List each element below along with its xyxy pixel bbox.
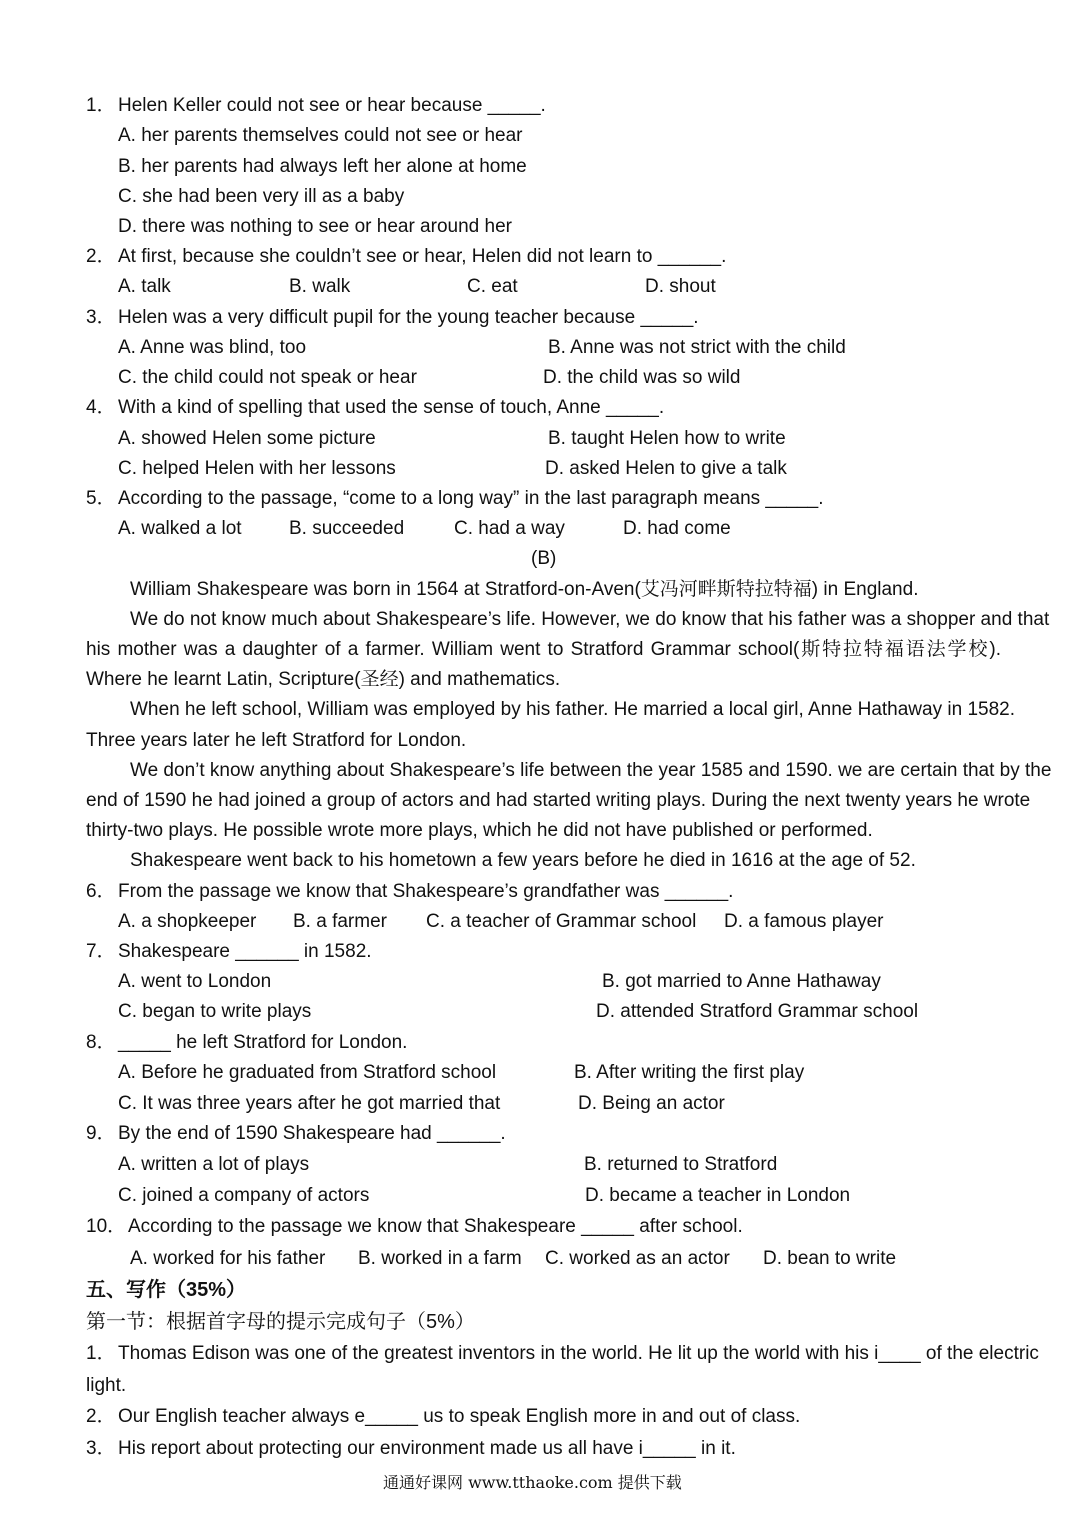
passage-line: end of 1590 he had joined a group of actors and had started writing plays. During the next twenty years he wrote [86, 790, 1031, 811]
option-a: A. a shopkeeper [118, 911, 257, 932]
passage-heading: (B) [531, 548, 557, 569]
option-a: A. Before he graduated from Stratford school [118, 1062, 497, 1083]
option-b: B. a farmer [293, 911, 387, 932]
option-d: D. bean to write [763, 1248, 897, 1269]
passage-paragraph: When he left school, William was employed by his father. He married a local girl, Anne Hathaway in 1582. [130, 699, 1015, 720]
question-stem: According to the passage we know that Shakespeare _____ after school. [128, 1216, 743, 1237]
option-c: C. worked as an actor [545, 1248, 730, 1269]
option-b: B. succeeded [289, 518, 405, 539]
item-number: 1． [86, 1343, 116, 1364]
question-number: 9． [86, 1123, 116, 1144]
passage-line: his mother was a daughter of a farmer. William went to Stratford Grammar school(斯特拉特福语法学校). [86, 639, 1001, 660]
question-number: 1． [86, 95, 116, 116]
passage-paragraph: William Shakespeare was born in 1564 at Stratford-on-Aven(艾冯河畔斯特拉特福) in England. [130, 579, 919, 600]
option-c: C. eat [467, 276, 518, 297]
passage-paragraph: Shakespeare went back to his hometown a few years before he died in 1616 at the age of 52. [130, 850, 916, 871]
option-b: B. got married to Anne Hathaway [602, 971, 881, 992]
item-text: Our English teacher always e_____ us to speak English more in and out of class. [118, 1406, 801, 1427]
question-stem: According to the passage, “come to a long way” in the last paragraph means _____. [118, 488, 824, 509]
option-d: D. the child was so wild [543, 367, 741, 388]
option-d: D. shout [645, 276, 716, 297]
option-b: B. worked in a farm [358, 1248, 522, 1269]
option-d: D. asked Helen to give a talk [545, 458, 787, 479]
option-c: C. helped Helen with her lessons [118, 458, 396, 479]
section-subtitle: 第一节：根据首字母的提示完成句子（5%） [86, 1311, 475, 1333]
option-d: D. Being an actor [578, 1093, 725, 1114]
question-stem: By the end of 1590 Shakespeare had ______. [118, 1123, 506, 1144]
question-number: 5． [86, 488, 116, 509]
question-number: 7． [86, 941, 116, 962]
question-number: 6． [86, 881, 116, 902]
question-stem: Shakespeare ______ in 1582. [118, 941, 372, 962]
question-stem: From the passage we know that Shakespeare’s grandfather was ______. [118, 881, 734, 902]
option-a: A. walked a lot [118, 518, 242, 539]
option-c: C. the child could not speak or hear [118, 367, 417, 388]
item-number: 2． [86, 1406, 116, 1427]
option-d: D. became a teacher in London [585, 1185, 851, 1206]
option-c: C. joined a company of actors [118, 1185, 370, 1206]
question-number: 8． [86, 1032, 116, 1053]
item-text: His report about protecting our environment made us all have i_____ in it. [118, 1438, 736, 1459]
passage-line: thirty-two plays. He possible wrote more plays, which he did not have published or performed. [86, 820, 873, 841]
question-stem: _____ he left Stratford for London. [118, 1032, 408, 1053]
question-number: 4． [86, 397, 116, 418]
option-b: B. returned to Stratford [584, 1154, 778, 1175]
question-number: 3． [86, 307, 116, 328]
page-footer: 通通好课网 www.tthaoke.com 提供下载 [383, 1473, 682, 1492]
option-a: A. her parents themselves could not see or hear [118, 125, 523, 146]
passage-line: Where he learnt Latin, Scripture(圣经) and mathematics. [86, 669, 561, 690]
option-c: C. began to write plays [118, 1001, 312, 1022]
item-text-continued: light. [86, 1375, 127, 1396]
passage-paragraph: We don’t know anything about Shakespeare’s life between the year 1585 and 1590. we are certain that by the [130, 760, 1052, 781]
option-d: D. had come [623, 518, 731, 539]
item-number: 3． [86, 1438, 116, 1459]
option-d: D. attended Stratford Grammar school [596, 1001, 919, 1022]
question-number: 2． [86, 246, 116, 267]
option-c: C. It was three years after he got married that [118, 1093, 501, 1114]
option-c: C. had a way [454, 518, 565, 539]
option-a: A. worked for his father [130, 1248, 326, 1269]
option-d: D. there was nothing to see or hear around her [118, 216, 512, 237]
option-b: B. taught Helen how to write [548, 428, 786, 449]
question-stem: Helen Keller could not see or hear because _____. [118, 95, 546, 116]
option-a: A. went to London [118, 971, 272, 992]
passage-line: Three years later he left Stratford for London. [86, 730, 467, 751]
section-title: 五、写作（35%） [86, 1279, 247, 1301]
option-b: B. her parents had always left her alone at home [118, 156, 527, 177]
option-a: A. Anne was blind, too [118, 337, 307, 358]
question-number: 10． [86, 1216, 127, 1237]
option-b: B. walk [289, 276, 351, 297]
option-b: B. Anne was not strict with the child [548, 337, 846, 358]
question-stem: With a kind of spelling that used the sense of touch, Anne _____. [118, 397, 665, 418]
passage-paragraph: We do not know much about Shakespeare’s life. However, we do know that his father was a shopper and that [130, 609, 1050, 630]
option-c: C. she had been very ill as a baby [118, 186, 405, 207]
item-text: Thomas Edison was one of the greatest inventors in the world. He lit up the world with his i____ of the electric [118, 1343, 1039, 1364]
option-a: A. written a lot of plays [118, 1154, 310, 1175]
option-d: D. a famous player [724, 911, 884, 932]
option-a: A. showed Helen some picture [118, 428, 376, 449]
option-b: B. After writing the first play [574, 1062, 805, 1083]
question-stem: At first, because she couldn’t see or hear, Helen did not learn to ______. [118, 246, 727, 267]
option-a: A. talk [118, 276, 171, 297]
option-c: C. a teacher of Grammar school [426, 911, 697, 932]
question-stem: Helen was a very difficult pupil for the young teacher because _____. [118, 307, 699, 328]
